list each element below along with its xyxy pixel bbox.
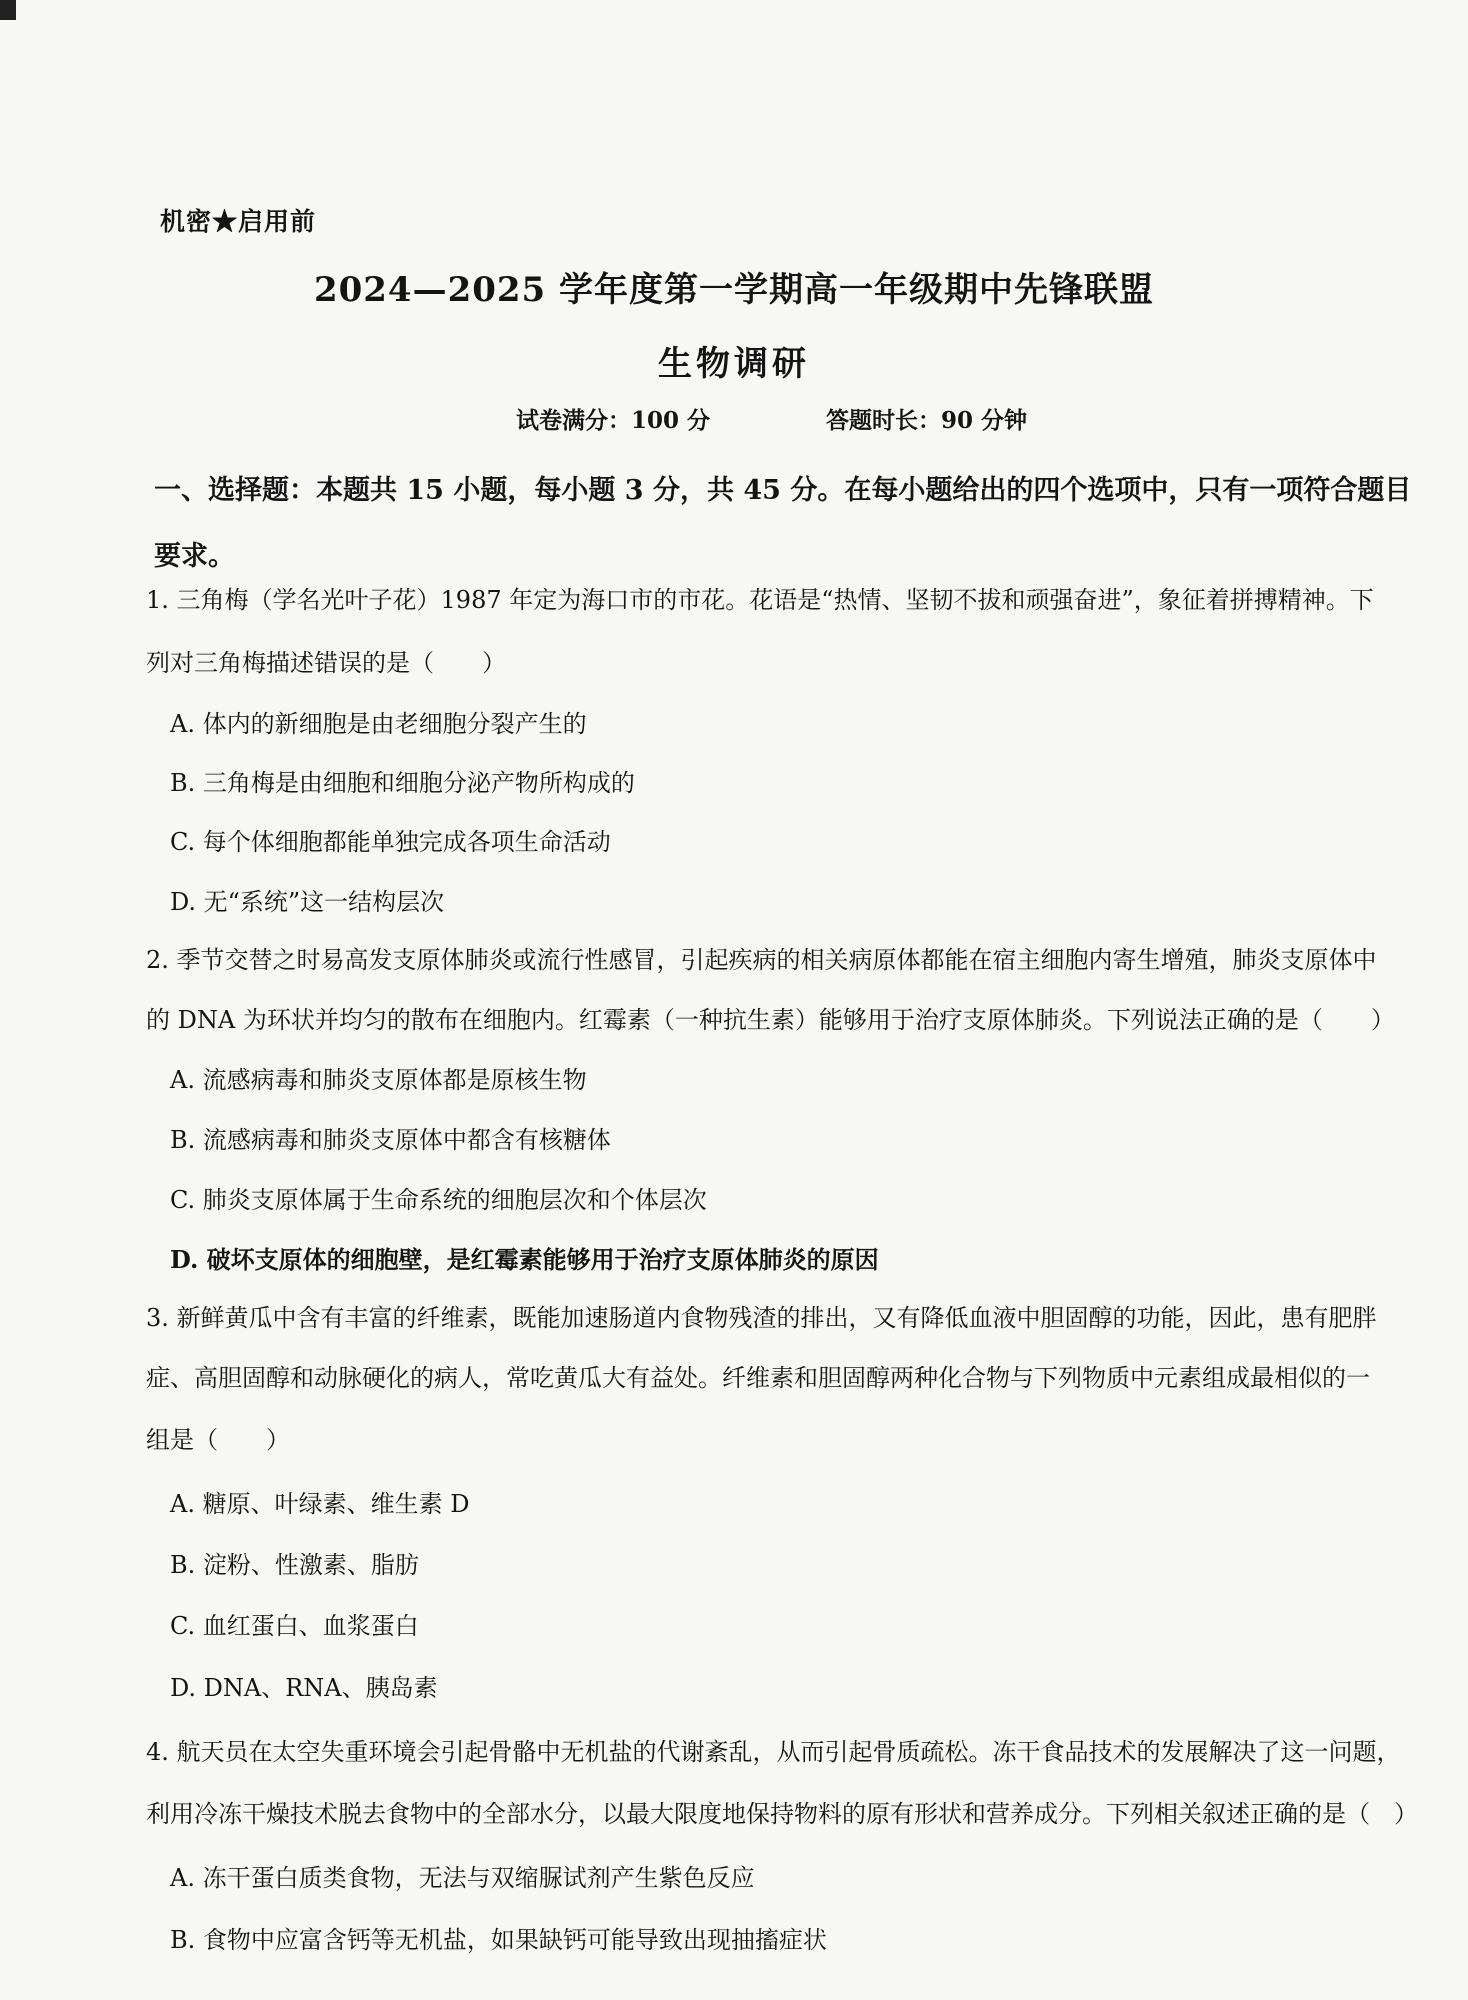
question-3-option-b: B. 淀粉、性激素、脂肪 [170,1551,419,1579]
question-3-line-1: 3. 新鲜黄瓜中含有丰富的纤维素，既能加速肠道内食物残渣的排出，又有降低血液中胆固醇的功能，因此，患有肥胖 [146,1304,1377,1332]
question-1-option-d: D. 无“系统”这一结构层次 [170,888,445,916]
question-3-option-d: D. DNA、RNA、胰岛素 [170,1674,438,1702]
question-3-option-c: C. 血红蛋白、血浆蛋白 [170,1612,419,1640]
question-3-line-3: 组是（ ） [146,1426,290,1454]
question-4-line-1: 4. 航天员在太空失重环境会引起骨骼中无机盐的代谢紊乱，从而引起骨质疏松。冻干食品技术的发展解决了这一问题， [146,1738,1401,1766]
question-3-line-2: 症、高胆固醇和动脉硬化的病人，常吃黄瓜大有益处。纤维素和胆固醇两种化合物与下列物质中元素组成最相似的一 [146,1364,1370,1392]
question-1-option-b: B. 三角梅是由细胞和细胞分泌产物所构成的 [170,769,635,797]
exam-subject: 生物调研 [658,344,810,384]
question-1-line-1: 1. 三角梅（学名光叶子花）1987 年定为海口市的市花。花语是“热情、坚韧不拔和顽强奋进”，象征着拼搏精神。下 [146,586,1374,614]
question-1-option-c: C. 每个体细胞都能单独完成各项生命活动 [170,828,611,856]
question-2-option-a: A. 流感病毒和肺炎支原体都是原核生物 [170,1066,587,1094]
question-4-line-2: 利用冷冻干燥技术脱去食物中的全部水分，以最大限度地保持物料的原有形状和营养成分。下列相关叙述正确的是（ ） [146,1800,1418,1828]
scan-corner-mark [0,0,16,20]
full-score: 试卷满分：100 分 [516,407,711,434]
question-2-option-b: B. 流感病毒和肺炎支原体中都含有核糖体 [170,1126,611,1154]
question-1-line-2: 列对三角梅描述错误的是（ ） [146,649,506,677]
question-2-option-c: C. 肺炎支原体属于生命系统的细胞层次和个体层次 [170,1186,707,1214]
secret-label: 机密★启用前 [160,207,317,236]
question-2-option-d: D. 破坏支原体的细胞壁，是红霉素能够用于治疗支原体肺炎的原因 [170,1245,879,1274]
question-2-line-2: 的 DNA 为环状并均匀的散布在细胞内。红霉素（一种抗生素）能够用于治疗支原体肺炎。下列说法正确的是（ ） [146,1006,1395,1034]
question-1-option-a: A. 体内的新细胞是由老细胞分裂产生的 [170,710,587,738]
exam-title: 2024—2025 学年度第一学期高一年级期中先锋联盟 [313,270,1155,310]
duration: 答题时长：90 分钟 [826,407,1028,434]
section-instruction: 一、选择题：本题共 15 小题，每小题 3 分，共 45 分。在每小题给出的四个选项中，只有一项符合题目要求。 [154,475,1412,572]
question-4-option-b: B. 食物中应富含钙等无机盐，如果缺钙可能导致出现抽搐症状 [170,1926,827,1954]
question-2-line-1: 2. 季节交替之时易高发支原体肺炎或流行性感冒，引起疾病的相关病原体都能在宿主细胞内寄生增殖，肺炎支原体中 [146,946,1377,974]
question-4-option-a: A. 冻干蛋白质类食物，无法与双缩脲试剂产生紫色反应 [170,1864,755,1892]
question-3-option-a: A. 糖原、叶绿素、维生素 D [170,1490,470,1518]
